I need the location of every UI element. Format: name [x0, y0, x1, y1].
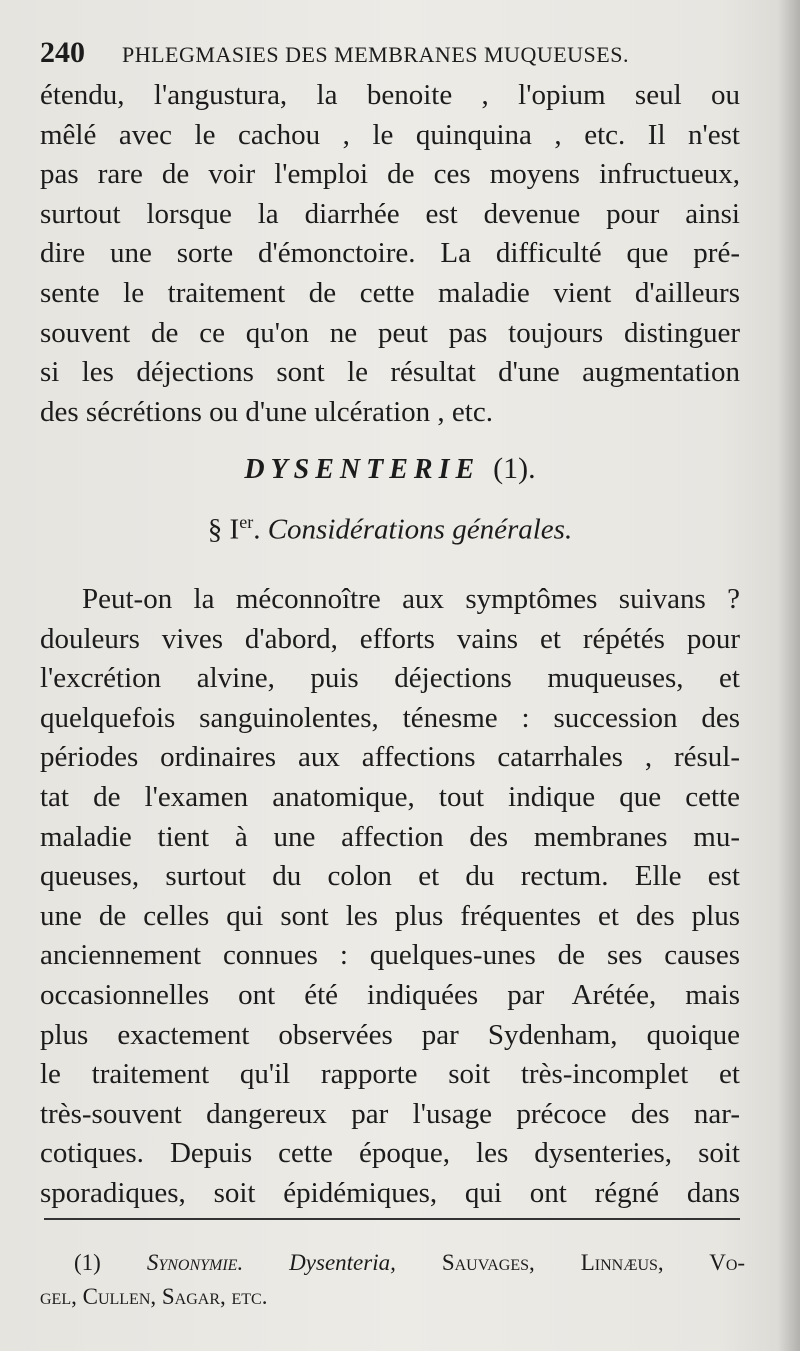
text-line: sente le traitement de cette maladie vient d'ailleurs	[40, 276, 740, 309]
text-line: des sécrétions ou d'une ulcération , etc.	[40, 395, 493, 428]
text-line: queuses, surtout du colon et du rectum. Elle est	[40, 860, 740, 893]
text-line: le traitement qu'il rapporte soit très-incomplet et	[40, 1058, 740, 1091]
section-symbol: § I	[207, 513, 240, 546]
page-number: 240	[40, 36, 85, 69]
footnote-rule	[44, 1218, 740, 1220]
running-head: PHLEGMASIES DES MEMBRANES MUQUEUSES.	[122, 42, 629, 67]
text-line: quelquefois sanguinolentes, ténesme : succession des	[40, 701, 740, 734]
page-edge-shadow	[778, 0, 800, 1351]
text-line: douleurs vives d'abord, efforts vains et répétés pour	[40, 622, 740, 655]
text-line: mêlé avec le cachou , le quinquina , etc. Il n'est	[40, 118, 740, 151]
text-line: l'excrétion alvine, puis déjections muqueuses, et	[40, 662, 740, 695]
footnote-authors-continued: gel, Cullen, Sagar, etc.	[40, 1284, 268, 1309]
superscript: er	[239, 512, 254, 532]
page-header	[40, 34, 760, 74]
text-line: occasionnelles ont été indiquées par Arétée, mais	[40, 978, 740, 1011]
text-line: maladie tient à une affection des membranes mu-	[40, 820, 740, 853]
text-line: sporadiques, soit épidémiques, qui ont régné dans	[40, 1176, 740, 1209]
text-line: anciennement connues : quelques-unes de ses causes	[40, 939, 740, 972]
footnote-line	[40, 1280, 745, 1314]
text-line: Peut-on la méconnoître aux symptômes suivans ?	[82, 583, 740, 615]
text-line: cotiques. Depuis cette époque, les dysenteries, soit	[40, 1137, 740, 1170]
text-line: pas rare de voir l'emploi de ces moyens infructueux,	[40, 158, 740, 191]
section-title-text: DYSENTERIE	[244, 454, 481, 485]
text-line: tat de l'examen anatomique, tout indique que cette	[40, 780, 740, 813]
text-line: dire une sorte d'émonctoire. La difficulté que pré-	[40, 237, 740, 270]
footnote-reference: (1).	[493, 452, 536, 485]
text-line: étendu, l'angustura, la benoite , l'opium seul ou	[40, 79, 740, 111]
subsection-title-text: Considérations générales.	[267, 513, 573, 546]
text-line: très-souvent dangereux par l'usage précoce des nar-	[40, 1097, 740, 1130]
text-line: plus exactement observées par Sydenham, quoique	[40, 1018, 740, 1051]
footnote-authors: Sauvages, Linnæus, Vo-	[441, 1250, 746, 1275]
paragraph-top	[40, 76, 740, 432]
text-line: souvent de ce qu'on ne peut pas toujours distinguer	[40, 316, 740, 349]
text-line: surtout lorsque la diarrhée est devenue pour ainsi	[40, 197, 740, 230]
footnote-label: Synonymie.	[146, 1250, 244, 1275]
footnote-line	[40, 1246, 745, 1280]
footnote	[40, 1246, 745, 1314]
section-title	[40, 452, 740, 486]
text-line: une de celles qui sont les plus fréquentes et des plus	[40, 899, 740, 932]
footnote-marker: (1)	[74, 1250, 101, 1275]
text-line: si les déjections sont le résultat d'une augmentation	[40, 356, 740, 389]
footnote-term: Dysenteria,	[289, 1250, 396, 1275]
subsection-title: § Ier. Considérations générales.	[207, 512, 573, 546]
paragraph-main	[40, 580, 740, 1214]
text-line: périodes ordinaires aux affections catarrhales , résul-	[40, 741, 740, 774]
